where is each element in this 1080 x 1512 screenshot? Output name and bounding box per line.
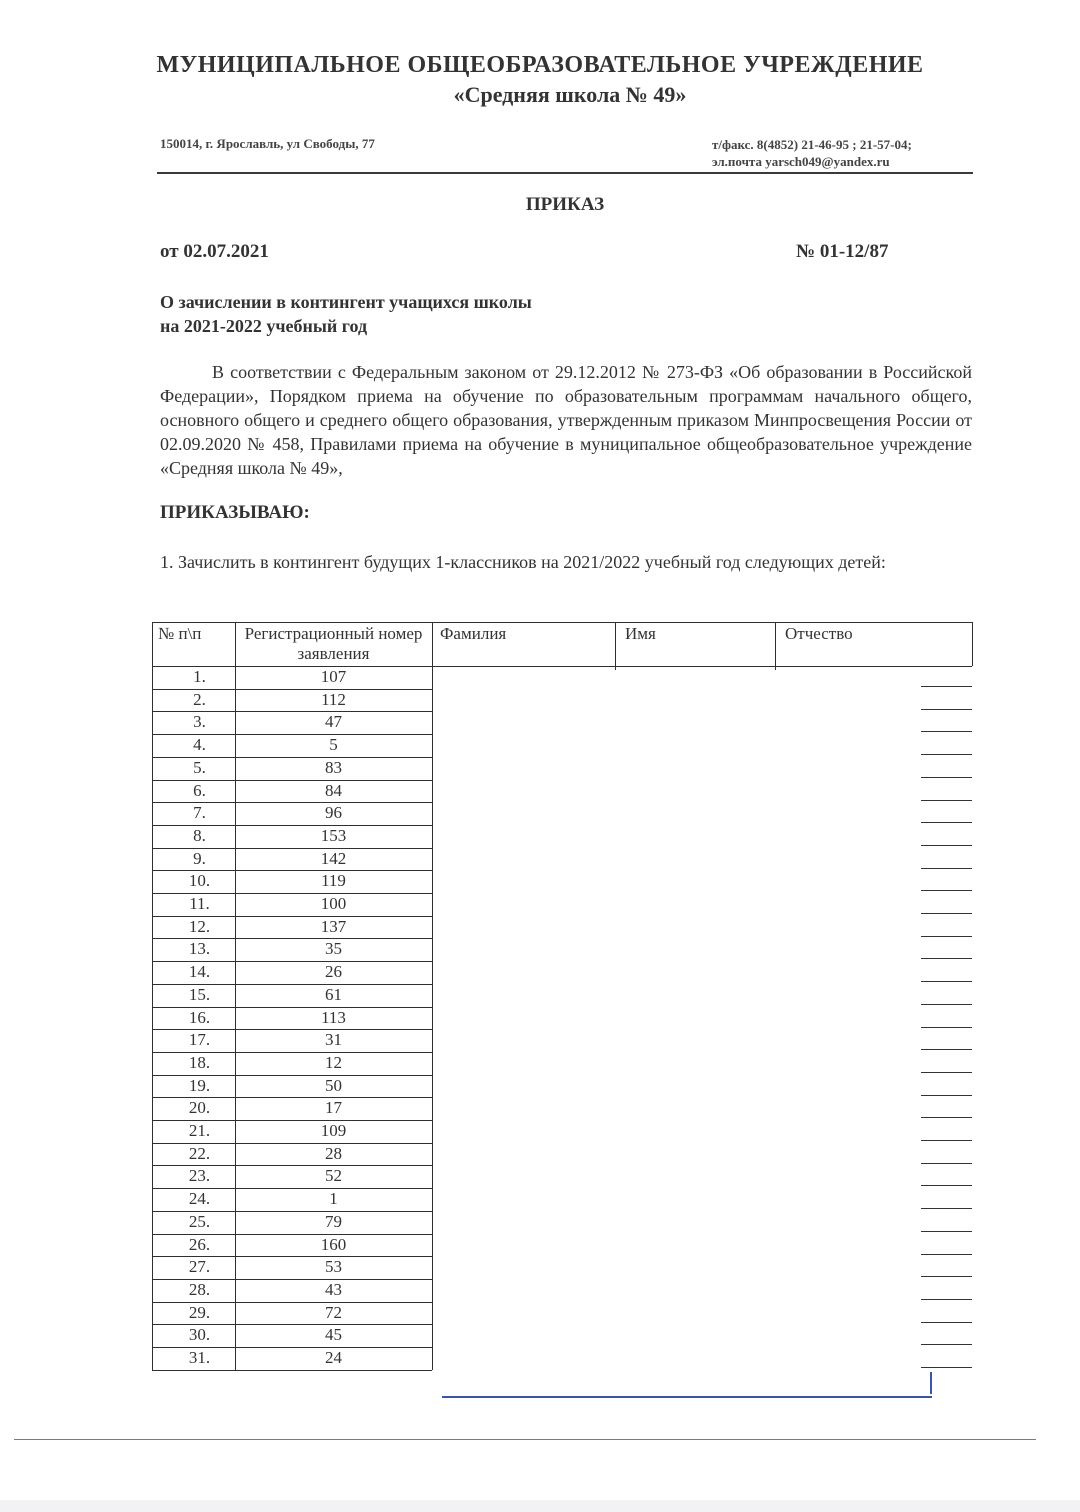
school-address: 150014, г. Ярославль, ул Свободы, 77 xyxy=(160,136,375,151)
row-stub-line xyxy=(921,754,972,755)
row-stub-line xyxy=(921,1344,972,1345)
row-number: 13. xyxy=(188,939,211,959)
row-number: 18. xyxy=(188,1052,211,1072)
directive-heading: ПРИКАЗЫВАЮ: xyxy=(160,502,310,523)
row-stub-line xyxy=(921,1004,972,1005)
row-stub-line xyxy=(921,981,972,982)
registration-number: 12 xyxy=(325,1052,342,1072)
registration-number: 26 xyxy=(325,962,342,982)
row-number: 24. xyxy=(188,1189,211,1209)
row-stub-line xyxy=(921,1163,972,1164)
table-right-border xyxy=(972,622,973,666)
row-number: 2. xyxy=(193,689,206,709)
registration-number: 100 xyxy=(320,894,347,913)
row-number: 19. xyxy=(188,1075,211,1095)
row-stub-line xyxy=(921,686,972,687)
legal-basis-text: В соответствии с Федеральным законом от 29.12.2012 № 273-ФЗ «Об образовании в Российской Федерации», Порядком приема на обучение по образовательным программам начального общего, основного общего и среднего общего образования, утвержденным приказом Минпросвещения России от 02.09.2020 № 458, Правилами приема на обучение в муниципальное общеобразовательное учреждение «Средняя школа № 49», xyxy=(160,362,972,478)
registration-number: 160 xyxy=(320,1234,347,1254)
column-header: Фамилия xyxy=(440,624,507,643)
header-bottom-border xyxy=(432,666,972,667)
registration-number: 43 xyxy=(325,1279,342,1299)
row-number: 12. xyxy=(188,916,211,936)
registration-number: 24 xyxy=(325,1348,342,1367)
registration-number: 17 xyxy=(325,1098,342,1118)
column-divider xyxy=(615,622,616,670)
school-contacts xyxy=(712,136,912,170)
registration-number: 84 xyxy=(325,780,342,800)
row-number: 5. xyxy=(193,757,206,777)
table-top-border xyxy=(152,622,972,623)
row-stub-line xyxy=(921,800,972,801)
scan-bottom-edge xyxy=(0,1500,1080,1512)
registration-number: 5 xyxy=(329,735,338,755)
registration-number: 31 xyxy=(325,1030,342,1050)
registration-number: 107 xyxy=(320,667,347,686)
row-number: 28. xyxy=(188,1279,211,1299)
row-number: 16. xyxy=(188,1007,211,1027)
order-number: № 01-12/87 xyxy=(796,241,889,262)
registration-number: 52 xyxy=(325,1166,342,1186)
row-number: 1. xyxy=(193,667,206,686)
row-number: 3. xyxy=(193,712,206,732)
row-stub-line xyxy=(921,1367,972,1368)
document-title: ПРИКАЗ xyxy=(525,194,605,215)
row-number: 22. xyxy=(188,1143,211,1163)
table-bottom-border xyxy=(152,1370,432,1371)
column-header: Имя xyxy=(625,624,656,643)
row-number: 10. xyxy=(188,871,211,891)
registration-number: 72 xyxy=(325,1302,342,1322)
registration-number: 28 xyxy=(325,1143,342,1163)
row-number: 26. xyxy=(188,1234,211,1254)
row-number: 6. xyxy=(193,780,206,800)
row-number: 31. xyxy=(188,1348,211,1367)
row-stub-line xyxy=(921,958,972,959)
row-stub-line xyxy=(921,709,972,710)
row-number: 9. xyxy=(193,848,206,868)
phone-fax: т/факс. 8(4852) 21-46-95 ; 21-57-04; xyxy=(712,137,912,152)
row-stub-line xyxy=(921,1299,972,1300)
registration-number: 79 xyxy=(325,1211,342,1231)
registration-number: 83 xyxy=(325,757,342,777)
row-number: 11. xyxy=(189,894,210,913)
row-number: 30. xyxy=(188,1325,211,1345)
row-stub-line xyxy=(921,890,972,891)
registration-number: 137 xyxy=(320,916,347,936)
column-divider xyxy=(775,622,776,670)
row-stub-line xyxy=(921,777,972,778)
email: эл.почта yarsch049@yandex.ru xyxy=(712,154,890,169)
pen-mark xyxy=(930,1372,932,1394)
registration-number: 113 xyxy=(321,1007,346,1027)
row-number: 29. xyxy=(188,1302,211,1322)
row-number: 8. xyxy=(193,825,206,845)
row-number: 25. xyxy=(188,1211,211,1231)
row-stub-line xyxy=(921,1117,972,1118)
row-stub-line xyxy=(921,1254,972,1255)
row-number: 20. xyxy=(188,1098,211,1118)
row-stub-line xyxy=(921,936,972,937)
signature-line xyxy=(442,1396,932,1398)
row-number: 14. xyxy=(188,962,211,982)
registration-number: 119 xyxy=(321,871,346,891)
registration-number: 142 xyxy=(320,848,347,868)
row-stub-line xyxy=(921,1095,972,1096)
row-stub-line xyxy=(921,822,972,823)
organization-name: МУНИЦИПАЛЬНОЕ ОБЩЕОБРАЗОВАТЕЛЬНОЕ УЧРЕЖДЕНИЕ xyxy=(156,52,924,78)
row-number: 4. xyxy=(193,735,206,755)
row-stub-line xyxy=(921,1185,972,1186)
row-stub-line xyxy=(921,731,972,732)
subject-line-1: О зачислении в контингент учащихся школы xyxy=(160,292,532,312)
registration-number: 50 xyxy=(325,1075,342,1095)
registration-number: 35 xyxy=(325,939,342,959)
row-stub-line xyxy=(921,1072,972,1073)
row-number: 7. xyxy=(193,803,206,823)
column-header: № п\п xyxy=(158,624,202,643)
row-stub-line xyxy=(921,1231,972,1232)
row-stub-line xyxy=(921,1027,972,1028)
row-stub-line xyxy=(921,845,972,846)
registration-number: 1 xyxy=(329,1189,338,1209)
row-number: 17. xyxy=(188,1030,211,1050)
row-stub-line xyxy=(921,868,972,869)
row-stub-line xyxy=(921,1140,972,1141)
row-stub-line xyxy=(921,1276,972,1277)
column-header: Регистрационный номер заявления xyxy=(244,624,423,663)
order-date: от 02.07.2021 xyxy=(160,241,269,262)
registration-number: 53 xyxy=(325,1257,342,1277)
column-divider xyxy=(432,622,433,1370)
legal-basis-paragraph xyxy=(160,360,972,480)
registration-number: 109 xyxy=(320,1121,347,1140)
row-stub-line xyxy=(921,913,972,914)
row-number: 27. xyxy=(188,1257,211,1277)
registration-number: 112 xyxy=(321,689,346,709)
row-number: 23. xyxy=(188,1166,211,1186)
header-divider xyxy=(157,172,973,174)
row-stub-line xyxy=(921,1322,972,1323)
subject-line-2: на 2021-2022 учебный год xyxy=(160,316,368,336)
row-number: 21. xyxy=(188,1121,211,1140)
registration-number: 96 xyxy=(325,803,342,823)
registration-number: 47 xyxy=(325,712,342,732)
order-item-1: 1. Зачислить в контингент будущих 1-классников на 2021/2022 учебный год следующих детей: xyxy=(160,552,886,572)
order-subject xyxy=(160,290,532,338)
row-stub-line xyxy=(921,1208,972,1209)
registration-number: 153 xyxy=(320,825,347,845)
school-name: «Средняя школа № 49» xyxy=(453,82,687,107)
row-number: 15. xyxy=(188,984,211,1004)
page-footer-line xyxy=(14,1439,1036,1440)
row-stub-line xyxy=(921,1049,972,1050)
registration-number: 45 xyxy=(325,1325,342,1345)
registration-number: 61 xyxy=(325,984,342,1004)
column-header: Отчество xyxy=(785,624,853,643)
